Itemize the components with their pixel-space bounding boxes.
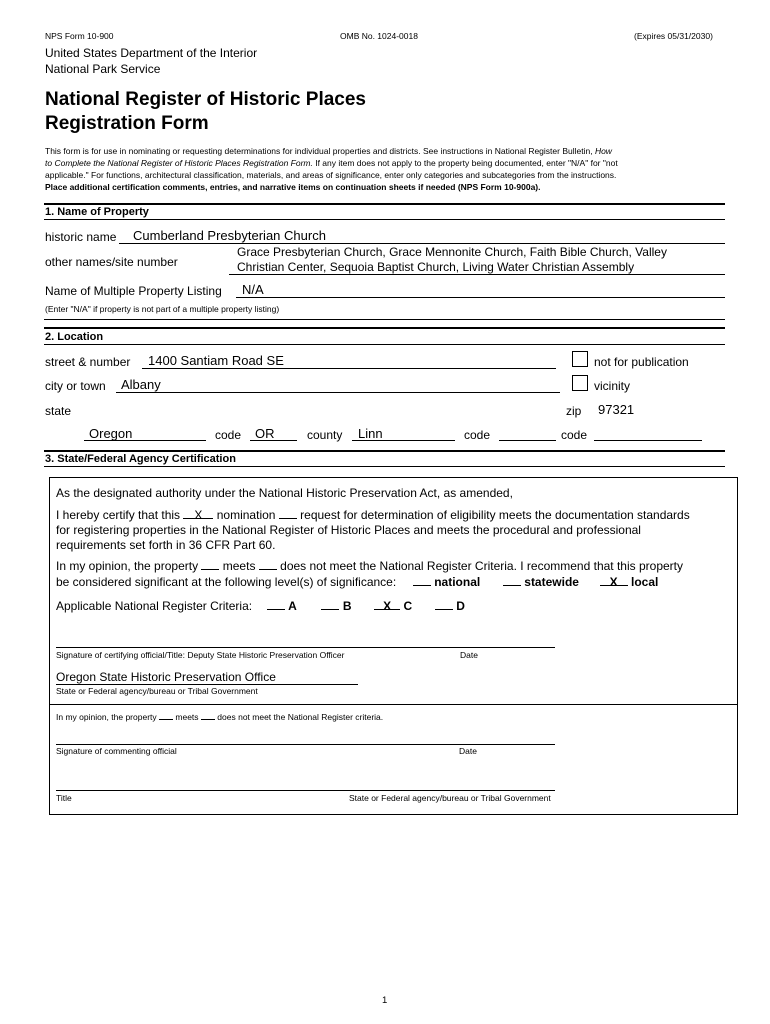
- certify-line-1: [56, 508, 690, 522]
- criteria-d-mark[interactable]: [435, 599, 453, 610]
- comment-opinion-text-1: In my opinion, the property: [56, 712, 157, 722]
- intro-italic-1: How: [594, 146, 612, 156]
- criteria-b-mark[interactable]: [321, 599, 339, 610]
- county-line: [352, 440, 455, 441]
- intro-line-4: Place additional certification comments, entries, and narrative items on continuation sheets if needed (NPS Form 10-900a).: [45, 182, 541, 192]
- agency-label-2: State or Federal agency/bureau or Tribal Government: [349, 793, 551, 803]
- criteria-a-label: A: [288, 599, 297, 613]
- city-label: city or town: [45, 379, 106, 393]
- request-mark[interactable]: [279, 508, 297, 519]
- county-code-label: code: [464, 428, 491, 442]
- certify-line-2: for registering properties in the National Register of Historic Places and meets the procedural and professional: [56, 523, 641, 537]
- criteria-a-mark[interactable]: [267, 599, 285, 610]
- intro-line-1: [45, 146, 612, 156]
- level-local-label: local: [630, 575, 659, 589]
- state-code-label: code: [215, 428, 242, 442]
- street-value[interactable]: 1400 Santiam Road SE: [148, 353, 284, 368]
- intro-text-1: This form is for use in nominating or requesting determinations for individual properties and districts. See instructions in National Register Bulletin,: [45, 146, 595, 156]
- opinion-text-3: be considered significant at the following level(s) of significance:: [56, 575, 397, 589]
- vicinity-checkbox[interactable]: [572, 375, 588, 391]
- state-value-line: [84, 440, 206, 441]
- agency-line-1: United States Department of the Interior: [45, 46, 258, 60]
- expiration-date: (Expires 05/31/2030): [634, 31, 713, 41]
- form-title-line-1: National Register of Historic Places: [45, 89, 366, 110]
- opinion-line-2: [56, 575, 658, 589]
- comment-opinion-text-2: does not meet the National Register criteria.: [217, 712, 384, 722]
- comment-meets-mark[interactable]: [159, 711, 173, 720]
- agency-value[interactable]: Oregon State Historic Preservation Office: [56, 670, 276, 684]
- intro-italic-2: to Complete the National Register of Historic Places Registration Form.: [45, 158, 313, 168]
- not-for-publication-label: not for publication: [594, 355, 689, 369]
- agency-line-2: National Park Service: [45, 62, 161, 76]
- city-value[interactable]: Albany: [121, 377, 161, 392]
- section-1-heading: 1. Name of Property: [45, 206, 149, 218]
- other-names-value-line-1[interactable]: Grace Presbyterian Church, Grace Mennonite Church, Faith Bible Church, Valley: [237, 245, 667, 259]
- commenting-signature-label: Signature of commenting official: [56, 746, 177, 756]
- agency-line: [56, 684, 358, 685]
- street-line: [142, 368, 556, 369]
- vicinity-label: vicinity: [594, 379, 631, 393]
- certify-text-1: I hereby certify that this: [56, 508, 181, 522]
- street-label: street & number: [45, 355, 131, 369]
- opinion-meets-mark[interactable]: [201, 559, 219, 570]
- historic-name-value[interactable]: Cumberland Presbyterian Church: [133, 228, 326, 243]
- title-line[interactable]: [56, 790, 555, 791]
- commenting-signature-line[interactable]: [56, 744, 555, 745]
- zip-code-line: [594, 440, 702, 441]
- level-statewide-label: statewide: [524, 575, 579, 589]
- other-names-label: other names/site number: [45, 255, 178, 269]
- opinion-meets-label: meets: [222, 559, 256, 573]
- intro-line-2: [45, 158, 618, 168]
- opinion-line-1: [56, 559, 683, 573]
- official-signature-line[interactable]: [56, 647, 555, 648]
- section-1-top-rule: [44, 203, 725, 205]
- multiple-listing-note: (Enter "N/A" if property is not part of a multiple property listing): [45, 304, 280, 314]
- form-title-line-2: Registration Form: [45, 113, 209, 134]
- certification-intro: As the designated authority under the National Historic Preservation Act, as amended,: [56, 486, 513, 500]
- criteria-line: [56, 599, 465, 613]
- section-3-heading: 3. State/Federal Agency Certification: [45, 453, 236, 465]
- nomination-mark[interactable]: X: [183, 508, 213, 519]
- section-3-top-rule: [44, 450, 725, 452]
- level-statewide-mark[interactable]: [503, 575, 521, 586]
- zip-value[interactable]: 97321: [598, 402, 635, 417]
- state-label: state: [45, 404, 72, 418]
- certify-line-3: requirements set forth in 36 CFR Part 60.: [56, 538, 276, 552]
- county-value[interactable]: Linn: [358, 426, 383, 441]
- form-number: NPS Form 10-900: [45, 31, 114, 41]
- section-1-heading-rule: [44, 219, 725, 220]
- multiple-listing-label: Name of Multiple Property Listing: [45, 284, 222, 298]
- level-national-label: national: [434, 575, 481, 589]
- certify-text-3: request for determination of eligibility meets the documentation standards: [300, 508, 690, 522]
- agency-label: State or Federal agency/bureau or Tribal Government: [56, 686, 258, 696]
- page-number: 1: [382, 995, 388, 1006]
- county-label: county: [307, 428, 343, 442]
- opinion-not-meet-mark[interactable]: [259, 559, 277, 570]
- multiple-listing-value[interactable]: N/A: [242, 282, 264, 297]
- multiple-listing-line: [236, 297, 725, 298]
- level-national-mark[interactable]: [413, 575, 431, 586]
- certification-box-divider: [49, 704, 738, 705]
- city-line: [116, 392, 560, 393]
- county-code-line: [499, 440, 556, 441]
- certify-nomination-label: nomination: [216, 508, 276, 522]
- omb-number: OMB No. 1024-0018: [340, 31, 418, 41]
- zip-label: zip: [566, 404, 582, 418]
- state-code-value[interactable]: OR: [255, 426, 275, 441]
- other-names-line: [229, 274, 725, 275]
- section-3-heading-rule: [44, 466, 725, 467]
- historic-name-line: [119, 243, 725, 244]
- official-signature-label: Signature of certifying official/Title: Deputy State Historic Preservation Officer: [56, 650, 345, 660]
- opinion-text-2: does not meet the National Register Criteria. I recommend that this property: [280, 559, 683, 573]
- other-names-value-line-2[interactable]: Christian Center, Sequoia Baptist Church, Living Water Christian Assembly: [237, 260, 635, 274]
- section-1-bottom-rule: [44, 319, 725, 320]
- zip-code-label: code: [561, 428, 588, 442]
- level-local-mark[interactable]: X: [600, 575, 628, 586]
- intro-line-3: applicable." For functions, architectural classification, materials, and areas of significance, enter only categories and subcategories from the instructions.: [45, 170, 617, 180]
- intro-text-2: If any item does not apply to the property being documented, enter "N/A" for "not: [312, 158, 618, 168]
- not-for-publication-checkbox[interactable]: [572, 351, 588, 367]
- official-date-label: Date: [460, 650, 478, 660]
- historic-name-label: historic name: [45, 230, 117, 244]
- section-2-top-rule: [44, 327, 725, 329]
- comment-opinion-line: [56, 711, 383, 722]
- criteria-d-label: D: [456, 599, 465, 613]
- section-2-heading-rule: [44, 344, 725, 345]
- state-code-line: [250, 440, 297, 441]
- comment-not-meet-mark[interactable]: [201, 711, 215, 720]
- criteria-label: Applicable National Register Criteria:: [56, 599, 253, 613]
- commenting-date-label: Date: [459, 746, 477, 756]
- criteria-b-label: B: [342, 599, 352, 613]
- comment-meets-label: meets: [175, 712, 199, 722]
- title-label: Title: [56, 793, 72, 803]
- state-value[interactable]: Oregon: [89, 426, 133, 441]
- criteria-c-label: C: [403, 599, 413, 613]
- section-2-heading: 2. Location: [45, 331, 104, 343]
- criteria-c-mark[interactable]: X: [374, 599, 400, 610]
- opinion-text-1: In my opinion, the property: [56, 559, 199, 573]
